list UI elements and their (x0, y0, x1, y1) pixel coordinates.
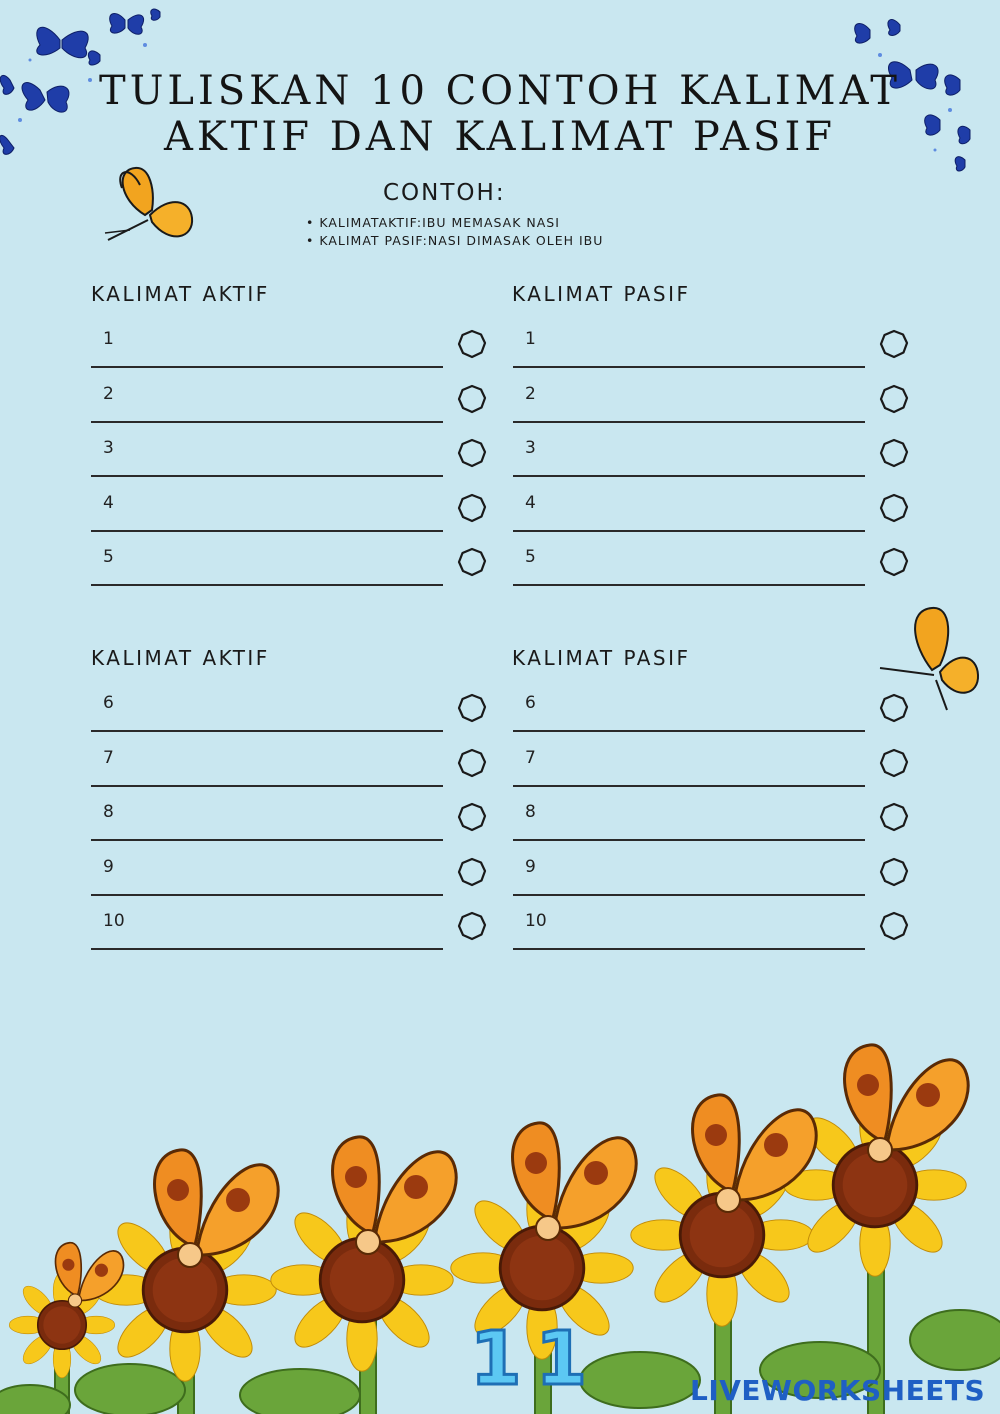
row-number-pasif: 10 (525, 911, 547, 931)
answer-line-pasif[interactable] (513, 421, 865, 423)
section-heading-aktif: KALIMAT AKTIF (91, 646, 270, 670)
answer-check-icon[interactable] (457, 911, 487, 941)
answer-check-icon[interactable] (457, 493, 487, 523)
row-number-pasif: 5 (525, 547, 536, 567)
row-number-aktif: 6 (103, 693, 114, 713)
row-number-pasif: 7 (525, 747, 536, 768)
answer-line-pasif[interactable] (513, 894, 865, 896)
row-number-aktif: 7 (103, 747, 114, 768)
answer-line-pasif[interactable] (513, 948, 865, 950)
answer-line-pasif[interactable] (513, 584, 865, 586)
answer-check-icon[interactable] (457, 547, 487, 577)
answer-check-icon[interactable] (879, 438, 909, 468)
answer-check-icon[interactable] (457, 329, 487, 359)
answer-line-aktif[interactable] (91, 366, 443, 368)
row-number-aktif: 4 (103, 492, 114, 513)
answer-line-pasif[interactable] (513, 475, 865, 477)
row-number-pasif: 8 (525, 802, 536, 822)
row-number-aktif: 10 (103, 911, 125, 931)
answer-check-icon[interactable] (879, 748, 909, 778)
answer-line-aktif[interactable] (91, 894, 443, 896)
page-number: 11 (470, 1316, 601, 1402)
answer-line-aktif[interactable] (91, 785, 443, 787)
row-number-pasif: 6 (525, 693, 536, 713)
answer-check-icon[interactable] (457, 384, 487, 414)
section-heading-pasif: KALIMAT PASIF (512, 282, 691, 306)
example-list (306, 214, 603, 250)
example-item: • KALIMATAKTIF:IBU MEMASAK NASI (306, 214, 603, 232)
example-heading: CONTOH: (383, 180, 506, 206)
answer-line-aktif[interactable] (91, 839, 443, 841)
row-number-aktif: 3 (103, 438, 114, 458)
answer-line-pasif[interactable] (513, 366, 865, 368)
answer-check-icon[interactable] (457, 438, 487, 468)
row-number-aktif: 9 (103, 856, 114, 877)
answer-line-aktif[interactable] (91, 584, 443, 586)
example-item: • KALIMAT PASIF:NASI DIMASAK OLEH IBU (306, 232, 603, 250)
answer-line-pasif[interactable] (513, 530, 865, 532)
section-heading-aktif: KALIMAT AKTIF (91, 282, 270, 306)
row-number-aktif: 5 (103, 547, 114, 567)
title-line-1: TULISKAN 10 CONTOH KALIMAT (99, 68, 901, 114)
answer-line-aktif[interactable] (91, 530, 443, 532)
answer-line-aktif[interactable] (91, 421, 443, 423)
answer-line-aktif[interactable] (91, 730, 443, 732)
answer-check-icon[interactable] (879, 693, 909, 723)
answer-line-aktif[interactable] (91, 475, 443, 477)
answer-check-icon[interactable] (457, 857, 487, 887)
answer-line-pasif[interactable] (513, 730, 865, 732)
answer-check-icon[interactable] (457, 748, 487, 778)
answer-check-icon[interactable] (879, 857, 909, 887)
answer-check-icon[interactable] (879, 493, 909, 523)
answer-check-icon[interactable] (879, 329, 909, 359)
answer-line-pasif[interactable] (513, 839, 865, 841)
row-number-aktif: 2 (103, 383, 114, 404)
title-line-2: AKTIF DAN KALIMAT PASIF (163, 114, 837, 160)
orange-butterfly-icon (100, 160, 200, 255)
row-number-aktif: 8 (103, 802, 114, 822)
answer-check-icon[interactable] (879, 547, 909, 577)
answer-check-icon[interactable] (879, 911, 909, 941)
answer-check-icon[interactable] (879, 384, 909, 414)
row-number-pasif: 4 (525, 492, 536, 513)
answer-line-pasif[interactable] (513, 785, 865, 787)
answer-check-icon[interactable] (457, 802, 487, 832)
row-number-pasif: 9 (525, 856, 536, 877)
answer-check-icon[interactable] (879, 802, 909, 832)
row-number-pasif: 3 (525, 438, 536, 458)
page-title (0, 68, 1000, 160)
row-number-aktif: 1 (103, 329, 114, 349)
row-number-pasif: 2 (525, 383, 536, 404)
section-heading-pasif: KALIMAT PASIF (512, 646, 691, 670)
row-number-pasif: 1 (525, 329, 536, 349)
answer-line-aktif[interactable] (91, 948, 443, 950)
answer-check-icon[interactable] (457, 693, 487, 723)
brand-logo-liveworksheets: LIVEWORKSHEETS (690, 1374, 986, 1407)
